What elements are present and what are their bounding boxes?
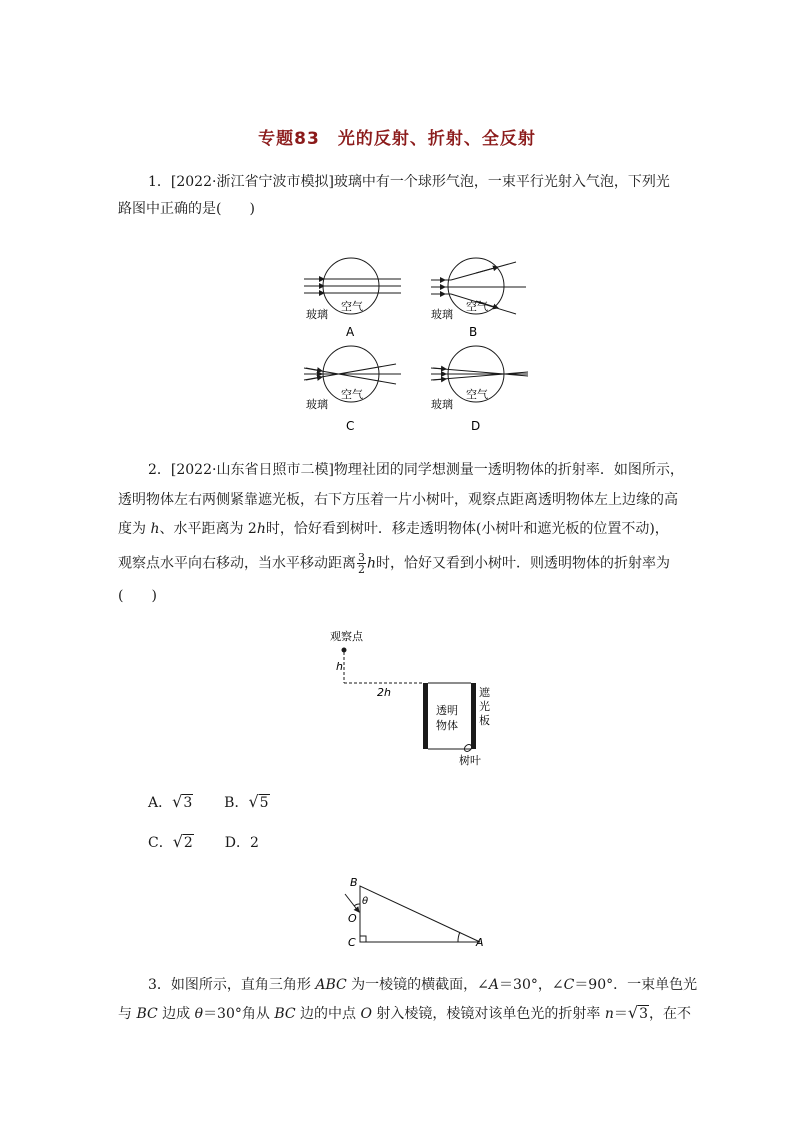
panel-d-letter: D bbox=[471, 419, 481, 433]
object-text-1: 透明 bbox=[436, 704, 458, 717]
q2-line-2: 透明物体左右两侧紧靠遮光板，右下方压着一片小树叶，观察点距离透明物体左上边缘的高 bbox=[118, 492, 678, 508]
left-shield bbox=[423, 683, 428, 749]
panel-d-glass: 玻璃 bbox=[431, 398, 453, 411]
fraction-three-halves: $\frac{3}{2}$ bbox=[358, 551, 365, 576]
vertex-c: C bbox=[348, 936, 356, 949]
shield-text-2: 光 bbox=[479, 700, 490, 713]
q3-line-2: 与 BC 边成 θ＝30°角从 BC 边的中点 O 射入棱镜，棱镜对该单色光的折射率 n＝√3，在不 bbox=[118, 1003, 692, 1022]
vertex-a: A bbox=[476, 936, 484, 949]
panel-b-letter: B bbox=[469, 325, 478, 339]
option-a-sqrt: √3 bbox=[172, 792, 193, 811]
page-title: 专题83 光的反射、折射、全反射 bbox=[258, 129, 536, 149]
q1-line-1: 1．[2022·浙江省宁波市模拟]玻璃中有一个球形气泡，一束平行光射入气泡，下列光 bbox=[148, 174, 670, 190]
q3-line-1: 3．如图所示，直角三角形 ABC 为一棱镜的横截面，∠A＝30°，∠C＝90°．一束单色光 bbox=[148, 977, 698, 993]
q1-line-2: 路图中正确的是( ) bbox=[118, 201, 255, 217]
object-text-2: 物体 bbox=[436, 719, 458, 732]
shield-text-1: 遮 bbox=[479, 686, 490, 699]
panel-c-letter: C bbox=[346, 419, 355, 433]
option-c-sqrt: √2 bbox=[172, 832, 193, 851]
panel-d bbox=[431, 346, 528, 433]
panel-c bbox=[304, 346, 401, 433]
n-sqrt: √3 bbox=[627, 1003, 649, 1022]
panel-a-letter: A bbox=[346, 325, 355, 339]
q2-line-3: 度为 h、水平距离为 2h时，恰好看到树叶．移走透明物体(小树叶和遮光板的位置不动)， bbox=[118, 521, 669, 537]
q2-figure bbox=[325, 628, 505, 768]
panel-c-glass: 玻璃 bbox=[306, 398, 328, 411]
panel-b-glass: 玻璃 bbox=[431, 308, 453, 321]
q3-figure bbox=[340, 874, 490, 954]
observer-label: 观察点 bbox=[330, 630, 363, 643]
panel-d-air: 空气 bbox=[466, 388, 488, 401]
option-b-sqrt: √5 bbox=[248, 792, 269, 811]
theta-label: θ bbox=[362, 896, 369, 907]
panel-b-air: 空气 bbox=[466, 300, 488, 313]
q2-options-ab: A．√3 B．√5 bbox=[148, 792, 269, 811]
panel-a-glass: 玻璃 bbox=[306, 308, 328, 321]
panel-a bbox=[304, 258, 401, 339]
q2-line-4: 观察点水平向右移动，当水平移动距离 $\frac{3}{2}$ h时，恰好又看到小树叶．则透明物体的折射率为 bbox=[118, 551, 671, 576]
point-o: O bbox=[348, 912, 357, 925]
panel-c-air: 空气 bbox=[341, 388, 363, 401]
vertex-b: B bbox=[350, 876, 358, 889]
observer-point bbox=[342, 648, 347, 653]
q2-options-cd: C．√2 D．2 bbox=[148, 832, 259, 851]
shield-text-3: 板 bbox=[479, 714, 490, 727]
q1-figure bbox=[296, 252, 546, 442]
panel-a-air: 空气 bbox=[341, 300, 363, 313]
leaf-label: 树叶 bbox=[459, 754, 481, 767]
q2-line-1: 2．[2022·山东省日照市二模]物理社团的同学想测量一透明物体的折射率．如图所示， bbox=[148, 462, 684, 478]
two-h-label: 2h bbox=[377, 686, 391, 699]
right-shield bbox=[471, 683, 476, 749]
q2-line-5: ( ) bbox=[118, 588, 157, 604]
h-label: h bbox=[336, 660, 343, 673]
panel-b bbox=[431, 258, 526, 339]
